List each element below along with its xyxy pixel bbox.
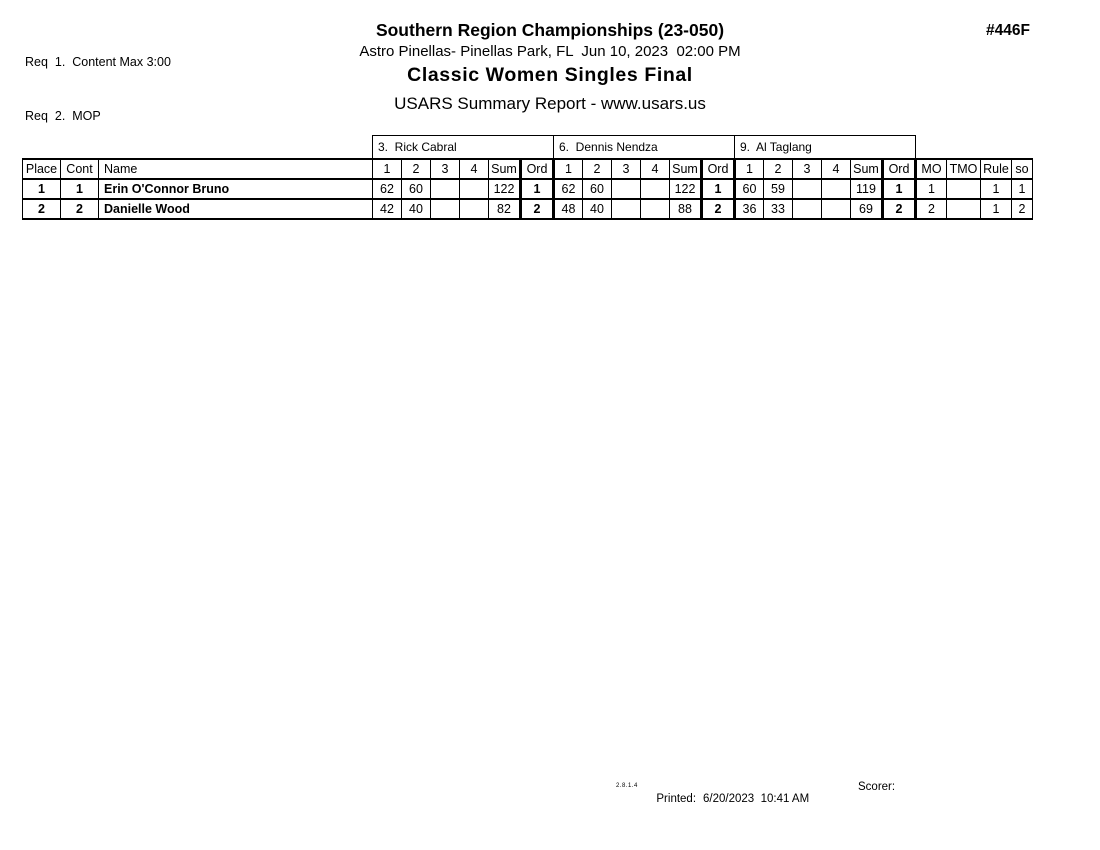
judge-header-spacer-right [916, 136, 1033, 159]
cell-score: 42 [373, 199, 402, 219]
col-header-score1: 1 [554, 159, 583, 179]
col-header-sum: Sum [851, 159, 883, 179]
cell-score [460, 199, 489, 219]
judge-header-spacer-left [23, 136, 373, 159]
cell-ord: 1 [883, 179, 916, 199]
results-table [22, 135, 1033, 220]
cell-skater-name: Erin O'Connor Bruno [99, 179, 373, 199]
cell-sum: 88 [670, 199, 702, 219]
col-header-score2: 2 [583, 159, 612, 179]
col-header-name: Name [99, 159, 373, 179]
cell-score: 60 [735, 179, 764, 199]
cell-score [612, 179, 641, 199]
col-header-ord: Ord [521, 159, 554, 179]
cell-score: 48 [554, 199, 583, 219]
col-header-sum: Sum [489, 159, 521, 179]
cell-score: 60 [402, 179, 431, 199]
col-header-score1: 1 [373, 159, 402, 179]
cell-score [460, 179, 489, 199]
cell-sum: 82 [489, 199, 521, 219]
cell-score [641, 199, 670, 219]
report-subtitle: USARS Summary Report - www.usars.us [394, 94, 706, 113]
cell-score [612, 199, 641, 219]
col-header-sum: Sum [670, 159, 702, 179]
col-header-score3: 3 [612, 159, 641, 179]
cell-cont: 1 [61, 179, 99, 199]
cell-ord: 2 [702, 199, 735, 219]
cell-rule: 1 [981, 179, 1012, 199]
cell-sum: 119 [851, 179, 883, 199]
cell-so: 2 [1012, 199, 1033, 219]
cell-tmo [947, 179, 981, 199]
col-header-score4: 4 [460, 159, 489, 179]
cell-score [793, 199, 822, 219]
cell-skater-name: Danielle Wood [99, 199, 373, 219]
cell-sum: 69 [851, 199, 883, 219]
cell-sum: 122 [489, 179, 521, 199]
col-header-mo: MO [916, 159, 947, 179]
col-header-cont: Cont [61, 159, 99, 179]
page-title: Southern Region Championships (23-050) [375, 20, 725, 40]
table-row [23, 199, 1033, 219]
requirement-2: Req 2. MOP [25, 109, 101, 123]
cell-sum: 122 [670, 179, 702, 199]
cell-ord: 1 [521, 179, 554, 199]
col-header-score3: 3 [793, 159, 822, 179]
cell-mo: 1 [916, 179, 947, 199]
cell-score: 62 [554, 179, 583, 199]
col-header-score4: 4 [641, 159, 670, 179]
judge-header-row [23, 136, 1033, 159]
cell-rule: 1 [981, 199, 1012, 219]
col-header-score4: 4 [822, 159, 851, 179]
requirement-1: Req 1. Content Max 3:00 [25, 55, 171, 69]
printed-label: Printed: [656, 793, 697, 805]
cell-score: 36 [735, 199, 764, 219]
column-header-row [23, 159, 1033, 179]
cell-score [431, 199, 460, 219]
col-header-score2: 2 [764, 159, 793, 179]
col-header-so: so [1012, 159, 1033, 179]
col-header-score1: 1 [735, 159, 764, 179]
col-header-ord: Ord [883, 159, 916, 179]
cell-ord: 2 [521, 199, 554, 219]
cell-so: 1 [1012, 179, 1033, 199]
col-header-score3: 3 [431, 159, 460, 179]
cell-score [822, 179, 851, 199]
document-number: #446F [986, 22, 1030, 39]
cell-score: 40 [583, 199, 612, 219]
event-title: Classic Women Singles Final [407, 64, 693, 86]
judge-header-2: 6. Dennis Nendza [554, 136, 735, 159]
judge-header-3: 9. Al Taglang [735, 136, 916, 159]
cell-score [641, 179, 670, 199]
cell-ord: 1 [702, 179, 735, 199]
software-version: 2.8.1.4 [616, 783, 638, 789]
table-row [23, 179, 1033, 199]
cell-tmo [947, 199, 981, 219]
cell-score: 40 [402, 199, 431, 219]
cell-score [431, 179, 460, 199]
printed-timestamp [650, 781, 809, 805]
cell-mo: 2 [916, 199, 947, 219]
cell-cont: 2 [61, 199, 99, 219]
col-header-ord: Ord [702, 159, 735, 179]
cell-ord: 2 [883, 199, 916, 219]
cell-score: 62 [373, 179, 402, 199]
cell-score: 33 [764, 199, 793, 219]
cell-place: 1 [23, 179, 61, 199]
scorer-label: Scorer: [858, 781, 896, 793]
venue-date-line: Astro Pinellas- Pinellas Park, FL Jun 10, 2023 02:00 PM [359, 43, 741, 60]
title-block [0, 20, 1100, 114]
col-header-score2: 2 [402, 159, 431, 179]
cell-score: 59 [764, 179, 793, 199]
printed-value: 6/20/2023 10:41 AM [703, 793, 810, 805]
col-header-place: Place [23, 159, 61, 179]
col-header-tmo: TMO [947, 159, 981, 179]
cell-score [822, 199, 851, 219]
cell-score [793, 179, 822, 199]
cell-score: 60 [583, 179, 612, 199]
col-header-rule: Rule [981, 159, 1012, 179]
judge-header-1: 3. Rick Cabral [373, 136, 554, 159]
cell-place: 2 [23, 199, 61, 219]
